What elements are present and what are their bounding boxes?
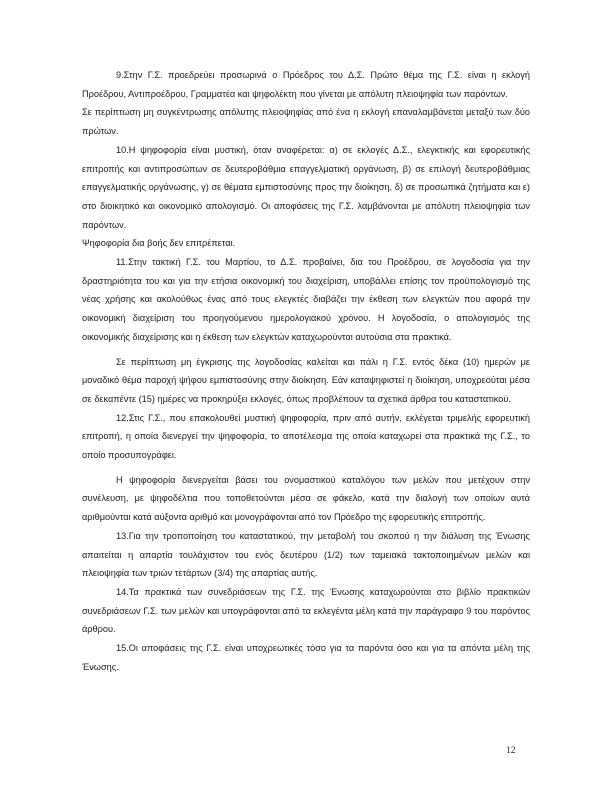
paragraph-10: 10.Η ψηφοφορία είναι μυστική, όταν αναφέρεται: α) σε εκλογές Δ.Σ., ελεγκτικής και εφορευτικής επιτροπής και αντιπροσώπων σε δευτεροβάθμια επαγγελματική οργάνωση, β) σε επιλογή δευτεροβάθμιας επαγγελματικής οργάνωσης, γ) σε θέματα εμπιστοσύνης προς την διοίκηση, δ) σε προσωπικά ζητήματα και ε) στο διοικητικό και οικονομικό απολογισμό. Οι αποφάσεις της Γ.Σ. λαμβάνονται με απόλυτη πλειοψηφία των παρόντων. <box>82 144 530 230</box>
paragraph-14: 14.Τα πρακτικά των συνεδριάσεων της Γ.Σ. της Ένωσης καταχωρούνται στο βιβλίο πρακτικών συνεδριάσεων Γ.Σ. των μελών και υπογράφονται από τα εκλεγέντα μέλη κατά την παράγραφο 9 του παρόντος άρθρου. <box>82 586 530 635</box>
paragraph-13: 13.Για την τροποποίηση του καταστατικού, την μεταβολή του σκοπού η την διάλυση της Ένωσης απαιτείται η απαρτία τουλάχιστον του ενός δευτέρου (1/2) των ταμειακά τακτοποιημένων μελών και πλειοψηφία των τριών τετάρτων (3/4) της απαρτίας αυτής. <box>82 530 530 579</box>
page-number: 12 <box>506 746 516 756</box>
paragraph-9-continuation: Σε περίπτωση μη συγκέντρωσης απόλυτης πλειοψηφίας από ένα η εκλογή επαναλαμβάνεται μεταξύ των δύο πρώτων. <box>82 107 530 137</box>
paragraph-15: 15.Οι αποφάσεις της Γ.Σ. είναι υποχρεωτικές τόσο για τα παρόντα όσο και για τα απόντα μέλη της Ένωσης. <box>82 643 530 672</box>
paragraph-12-continuation: Η ψηφοφορία διενεργείται βάσει του ονομαστικού καταλόγου των μελών που μετέχουν στην συνέλευση, με ψηφοδέλτια που τοποθετούνται μέσα σε φάκελο, κατά την διαλογή των οποίων αυτά αριθμούνται κατά αύξοντα αριθμό και μονογράφονται από τον Πρόεδρο της εφορευτικής επιτροπής. <box>82 474 530 523</box>
paragraph-9: 9.Στην Γ.Σ. προεδρεύει προσωρινά ο Πρόεδρος του Δ.Σ. Πρώτο θέμα της Γ.Σ. είναι η εκλογή Προέδρου, Αντιπροέδρου, Γραμματέα και ψηφολέκτη που γίνεται με απόλυτη πλειοψηφία των παρόντων. <box>82 70 530 99</box>
paragraph-10-continuation: Ψηφοφορία δια βοής δεν επιτρέπεται. <box>82 238 236 249</box>
paragraph-11: 11.Στην τακτική Γ.Σ. του Μαρτίου, το Δ.Σ. προβαίνει, δια του Προέδρου, σε λογοδοσία για την δραστηριότητα του και για την ετήσια οικονομική του διαχείριση, υποβάλλει επίσης τον προϋπολογισμό της νέας χρήσης και ακολούθως ένας από τους ελεγκτές διαβάζει την έκθεση των ελεγκτών που αφορά την οικονομική διαχείριση του προηγούμενου ημερολογιακού χρόνου. Η λογοδοσία, ο απολογισμός της οικονομικής διαχείρισης και η έκθεση των ελεγκτών καταχωρούνται αυτούσια στα πρακτικά. <box>82 257 530 342</box>
body-text <box>82 66 530 677</box>
paragraph-12: 12.Στις Γ.Σ., που επακολουθεί μυστική ψηφοφορία, πριν από αυτήν, εκλέγεται τριμελής εφορευτική επιτροπή, η οποία διενεργεί την ψηφοφορία, το αποτέλεσμα της οποία καταχωρεί στα πρακτικά της Γ.Σ., το οποίο προσυπογράφει. <box>82 412 530 461</box>
paragraph-11-continuation: Σε περίπτωση μη έγκρισης της λογοδοσίας καλείται και πάλι η Γ.Σ. εντός δέκα (10) ημερών με μοναδικό θέμα παροχή ψήφου εμπιστοσύνης στην διοίκηση. Εάν καταψηφιστεί η διοίκηση, υποχρεούται μέσα σε δεκαπέντε (15) ημέρες να προκηρύξει εκλογές, όπως προβλέπουν τα σχετικά άρθρα του καταστατικού. <box>82 356 530 404</box>
